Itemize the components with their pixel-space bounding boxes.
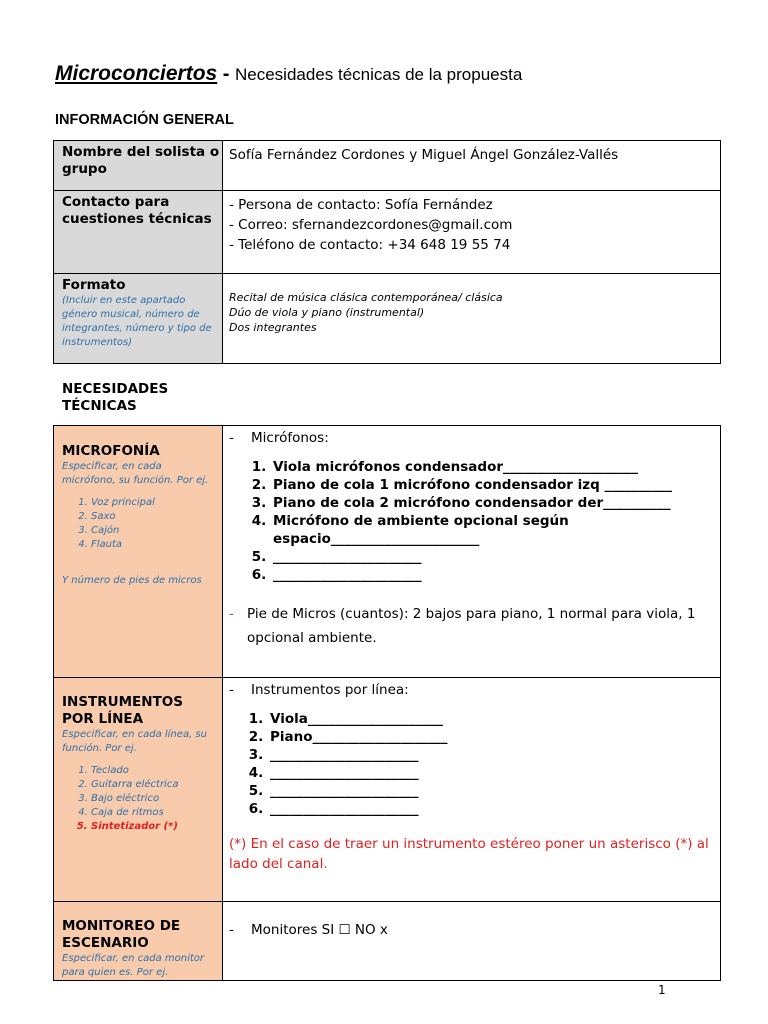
label-cell (54, 191, 223, 274)
instruments-heading: - Instrumentos por línea: (229, 682, 409, 698)
document-title (55, 62, 522, 86)
instruments-examples (54, 764, 222, 834)
contact-email: - Correo: sfernandezcordones@gmail.com (229, 217, 513, 233)
format-instruments: Dúo de viola y piano (instrumental) (229, 306, 425, 319)
contact-list (229, 195, 720, 255)
title-separator: - (217, 63, 235, 85)
list-item: 4. Caja de ritmos (91, 806, 222, 820)
list-item: 1. Viola____________________ (268, 710, 720, 728)
table-row (54, 902, 721, 981)
microphones-note-tail: Y número de pies de micros (62, 575, 202, 586)
technical-needs-heading: NECESIDADES TÉCNICAS (62, 381, 169, 414)
mic-stands-text: - Pie de Micros (cuantos): 2 bajos para piano, 1 normal para viola, 1 opcional ambiente. (229, 602, 714, 650)
list-item: 2. Guitarra eléctrica (91, 778, 222, 792)
label-cell (54, 141, 223, 191)
title-brand: Microconciertos (55, 62, 218, 85)
label-cell (54, 426, 223, 678)
value-cell (223, 678, 721, 902)
contact-phone: - Teléfono de contacto: +34 648 19 55 74 (229, 237, 511, 253)
list-item: 1. Voz principal (91, 496, 222, 510)
label-cell (54, 902, 223, 981)
list-item: 6. ______________________ (268, 800, 720, 818)
list-item: 5. ______________________ (271, 548, 720, 566)
list-item: 3. Piano de cola 2 micrófono condensador der__________ (271, 494, 720, 512)
instruments-note: Especificar, en cada línea, su función. Por ej. (62, 729, 207, 754)
page-number: 1 (658, 983, 666, 997)
label-cell (54, 274, 223, 364)
table-row (54, 141, 721, 191)
value-cell (223, 141, 721, 191)
monitors-line: - Monitores SI ☐ NO x (229, 922, 388, 938)
mic-stands-line2: opcional ambiente. (247, 630, 377, 646)
list-item: 5. ______________________ (268, 782, 720, 800)
list-item: 4. ______________________ (268, 764, 720, 782)
general-info-heading: INFORMACIÓN GENERAL (55, 112, 234, 128)
monitoring-note: Especificar, en cada monitor para quien es. Por ej. (62, 953, 205, 978)
value-cell (223, 191, 721, 274)
format-members: Dos integrantes (229, 321, 317, 334)
list-item: 3. ______________________ (268, 746, 720, 764)
list-item: 2. Piano de cola 1 micrófono condensador izq __________ (271, 476, 720, 494)
row-label-monitoring: MONITOREO DE ESCENARIO (62, 918, 181, 951)
mic-stands-line1: Pie de Micros (cuantos): 2 bajos para piano, 1 normal para viola, 1 (247, 606, 696, 622)
format-values (229, 290, 720, 335)
list-item: 2. Saxo (91, 510, 222, 524)
label-cell (54, 678, 223, 902)
list-item: 3. Bajo eléctrico (91, 792, 222, 806)
row-label-microphones: MICROFONÍA (62, 443, 160, 459)
table-row (54, 678, 721, 902)
table-row (54, 274, 721, 364)
microphones-note: Especificar, en cada micrófono, su función. Por ej. (62, 461, 209, 486)
list-item: 6. ______________________ (271, 566, 720, 584)
list-item: 5. Sintetizador (*) (91, 820, 222, 834)
row-label-instruments: INSTRUMENTOS POR LÍNEA (62, 694, 183, 727)
microphones-heading: - Micrófonos: (229, 430, 329, 446)
list-item: 3. Cajón (91, 524, 222, 538)
table-row (54, 191, 721, 274)
row-label-contact: Contacto para cuestiones técnicas (62, 194, 212, 227)
list-item: 2. Piano____________________ (268, 728, 720, 746)
general-info-table (53, 140, 721, 364)
microphones-examples (54, 496, 222, 552)
contact-person: - Persona de contacto: Sofía Fernández (229, 197, 493, 213)
soloist-name-value: Sofía Fernández Cordones y Miguel Ángel González-Vallés (229, 147, 619, 163)
list-item: 4. Flauta (91, 538, 222, 552)
row-label-name: Nombre del solista o grupo (62, 144, 220, 177)
stereo-note: (*) En el caso de traer un instrumento estéreo poner un asterisco (*) al lado del canal. (229, 836, 709, 872)
instruments-list (223, 710, 720, 818)
format-note: (Incluir en este apartado género musical, número de integrantes, número y tipo de instrumentos) (62, 295, 212, 348)
list-item: 1. Viola micrófonos condensador____________________ (271, 458, 720, 476)
value-cell (223, 902, 721, 981)
value-cell (223, 274, 721, 364)
list-item: 4. Micrófono de ambiente opcional según espacio______________________ (271, 512, 720, 548)
technical-needs-table (53, 425, 721, 981)
title-subtitle: Necesidades técnicas de la propuesta (235, 65, 523, 84)
format-genre: Recital de música clásica contemporánea/ clásica (229, 291, 503, 304)
microphones-list (223, 458, 720, 584)
list-item: 1. Teclado (91, 764, 222, 778)
table-row (54, 426, 721, 678)
row-label-format: Formato (62, 277, 126, 293)
value-cell (223, 426, 721, 678)
